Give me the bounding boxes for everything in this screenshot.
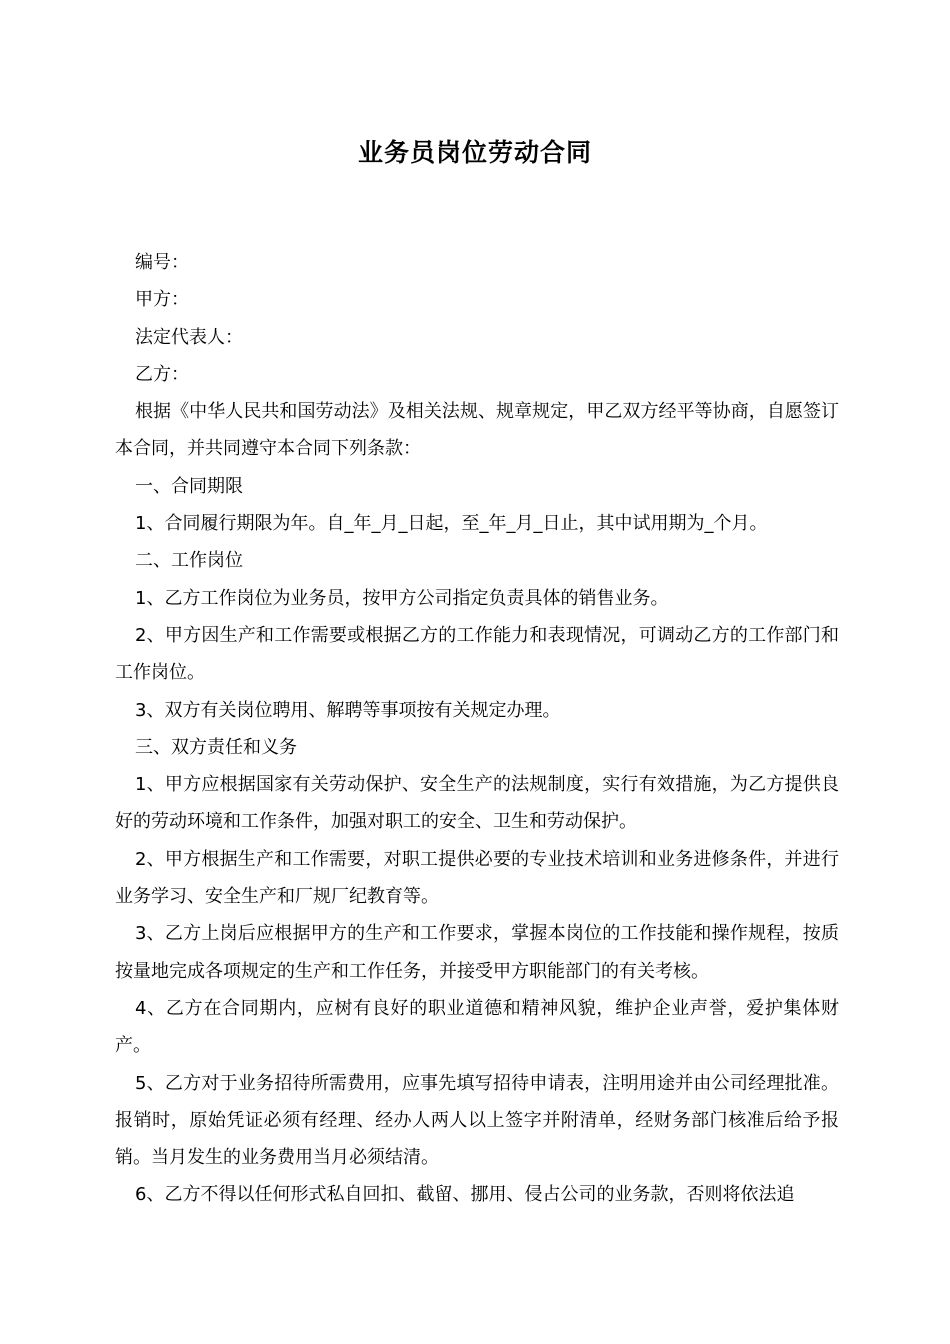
field-party-a: 甲方： [135, 289, 189, 311]
document-body [115, 244, 839, 1214]
field-contract-number: 编号： [135, 252, 189, 273]
section-heading: 二、工作岗位 [135, 550, 243, 572]
clause-paragraph: 1、甲方应根据国家有关劳动保护、安全生产的法规制度，实行有效措施，为乙方提供良好的劳动环境和工作条件，加强对职工的安全、卫生和劳动保护。 [115, 774, 839, 833]
clause-paragraph: 6、乙方不得以任何形式私自回扣、截留、挪用、侵占公司的业务款，否则将依法追 [135, 1184, 795, 1206]
document-title: 业务员岗位劳动合同 [357, 138, 592, 167]
field-party-b: 乙方： [135, 363, 189, 385]
section-heading: 三、双方责任和义务 [135, 736, 297, 758]
clause-paragraph: 1、乙方工作岗位为业务员，按甲方公司指定负责具体的销售业务。 [135, 587, 669, 609]
preamble-paragraph: 根据《中华人民共和国劳动法》及相关法规、规章规定，甲乙双方经平等协商，自愿签订本合同，并共同遵守本合同下列条款： [115, 401, 839, 460]
clause-paragraph: 5、乙方对于业务招待所需费用，应事先填写招待申请表，注明用途并由公司经理批准。报销时，原始凭证必须有经理、经办人两人以上签字并附清单，经财务部门核准后给予报销。当月发生的业务费用当月必须结清。 [115, 1072, 839, 1169]
clause-paragraph: 1、合同履行期限为年。自_年_月_日起，至_年_月_日止，其中试用期为_个月。 [135, 513, 768, 535]
clause-paragraph: 2、甲方因生产和工作需要或根据乙方的工作能力和表现情况，可调动乙方的工作部门和工作岗位。 [115, 624, 839, 684]
clause-paragraph: 3、双方有关岗位聘用、解聘等事项按有关规定办理。 [135, 699, 561, 721]
clause-paragraph: 3、乙方上岗后应根据甲方的生产和工作要求，掌握本岗位的工作技能和操作规程，按质按量地完成各项规定的生产和工作任务，并接受甲方职能部门的有关考核。 [115, 923, 839, 982]
section-heading: 一、合同期限 [135, 475, 243, 497]
clause-paragraph: 2、甲方根据生产和工作需要，对职工提供必要的专业技术培训和业务进修条件，并进行业务学习、安全生产和厂规厂纪教育等。 [115, 848, 839, 908]
clause-paragraph: 4、乙方在合同期内，应树有良好的职业道德和精神风貌，维护企业声誉，爱护集体财产。 [115, 997, 839, 1057]
field-legal-representative: 法定代表人： [135, 326, 243, 348]
